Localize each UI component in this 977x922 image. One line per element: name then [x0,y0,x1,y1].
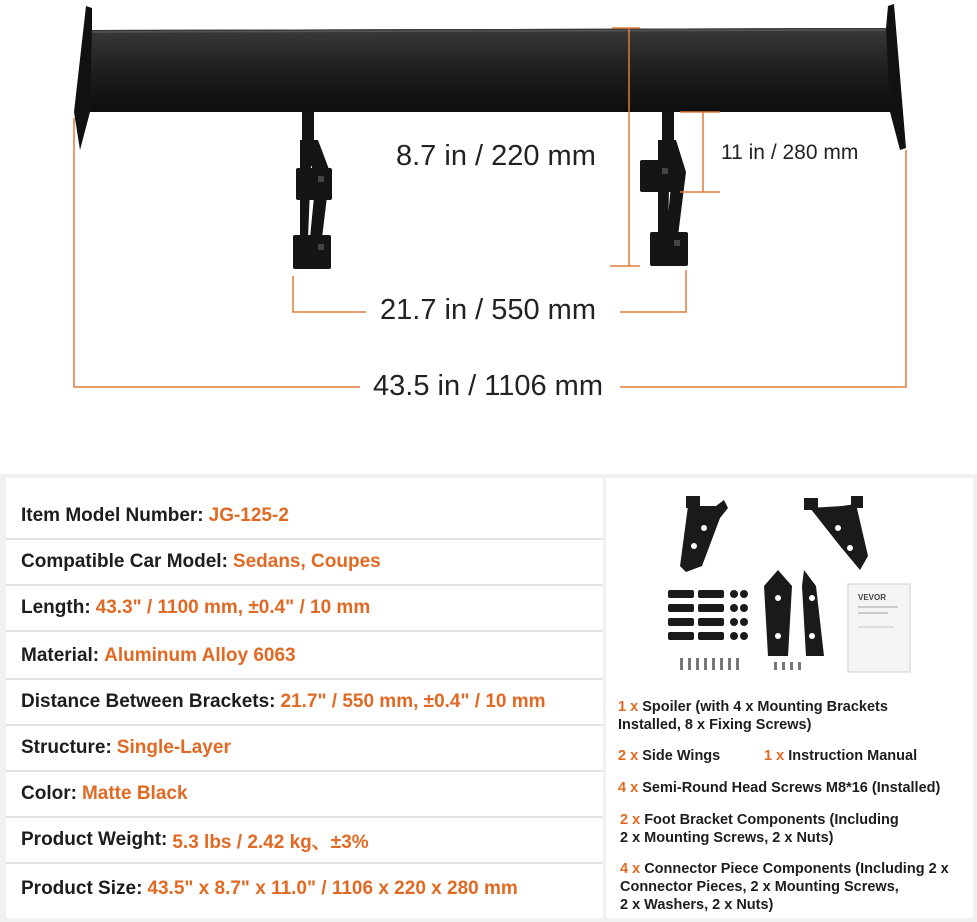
package-item-screws [618,779,940,797]
item-qty: 4 x [618,780,639,796]
item-text: Spoiler (with 4 x Mounting Brackets Installed, 8 x Fixing Screws) [618,699,888,733]
side-wing-bracket-right [804,496,868,570]
spec-row-structure [6,726,603,772]
spec-table [6,478,603,918]
spec-label: Product Size: [21,878,143,899]
spec-label: Distance Between Brackets: [21,691,276,712]
spec-value: JG-125-2 [208,505,289,526]
item-text: Semi-Round Head Screws M8*16 (Installed) [642,780,941,796]
spoiler-wing [74,4,906,150]
right-mounting-bracket [640,112,688,266]
item-qty: 2 x [620,812,641,828]
spec-value: 43.5" x 8.7" x 11.0" / 1106 x 220 x 280 mm [147,878,518,899]
item-qty: 1 x [764,748,785,764]
mounting-screws [680,658,801,670]
spec-value: 43.3" / 1100 mm, ±0.4" / 10 mm [95,597,371,618]
package-item-connector [620,860,949,914]
package-item-manual [764,747,917,765]
spec-label: Product Weight: [21,829,168,850]
left-mounting-bracket [293,112,332,269]
foot-bracket-plates [764,570,824,656]
spec-value: 5.3 lbs / 2.42 kg、±3% [172,831,369,853]
spec-value: Sedans, Coupes [232,551,381,572]
spec-value: Single-Layer [116,737,231,758]
item-text: Instruction Manual [788,748,918,764]
spec-row-length [6,586,603,632]
overall-length-dimension-label: 43.5 in / 1106 mm [365,372,611,401]
item-qty: 1 x [618,699,639,715]
package-item-spoiler [618,698,968,734]
item-qty: 4 x [620,861,641,877]
package-contents [606,478,973,918]
instruction-manual [848,584,910,672]
manual-brand: VEVOR [858,593,887,602]
specification-panel [0,474,977,922]
height-dimension-label: 8.7 in / 220 mm [396,140,596,172]
spec-row-weight [6,818,603,864]
spec-label: Material: [21,645,100,666]
package-item-side-wings [618,747,720,765]
package-contents-image [646,486,946,681]
item-text: Side Wings [642,748,721,764]
connector-pieces [668,590,748,640]
spec-row-material [6,634,603,680]
side-wing-bracket-left [680,496,728,572]
bracket-spacing-dimension-label: 21.7 in / 550 mm [372,296,604,325]
spec-label: Item Model Number: [21,505,204,526]
spec-label: Compatible Car Model: [21,551,228,572]
spec-row-size [6,866,603,912]
spec-row-color [6,772,603,818]
spec-value: Matte Black [81,783,188,804]
item-text: Connector Piece Components (Including 2 x Connector Pieces, 2 x Mounting Screws, 2 x Washers, 2 x Nuts) [620,861,949,913]
spec-label: Length: [21,597,91,618]
package-item-foot-bracket [620,811,899,847]
spec-label: Structure: [21,737,112,758]
spec-row-compatible-model [6,540,603,586]
spec-row-model-number [6,494,603,540]
item-text: Foot Bracket Components (Including 2 x Mounting Screws, 2 x Nuts) [620,812,899,846]
total-height-dimension-label: 11 in / 280 mm [721,141,859,164]
spec-row-bracket-distance [6,680,603,726]
spec-value: 21.7" / 550 mm, ±0.4" / 10 mm [280,691,546,712]
item-qty: 2 x [618,748,639,764]
spec-label: Color: [21,783,77,804]
spec-value: Aluminum Alloy 6063 [104,645,296,666]
